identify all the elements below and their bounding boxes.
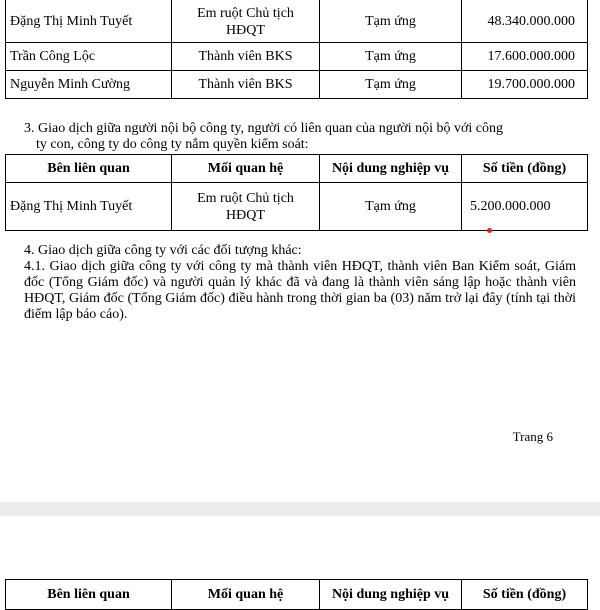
section-4-title: 4. Giao dịch giữa công ty với các đối tượng khác: [24,243,302,258]
related-party-cell: Đặng Thị Minh Tuyết [6,0,172,43]
header-transaction-content: Nội dung nghiệp vụ [320,155,462,183]
relationship-cell: Em ruột Chủ tịch HĐQT [172,183,320,231]
relationship-cell: Em ruột Chủ tịch HĐQT [172,0,320,43]
header-amount: Số tiền (đồng) [462,155,588,183]
related-party-cell: Nguyễn Minh Cường [6,71,172,99]
amount-cell: 48.340.000.000 [462,0,588,43]
header-relationship: Mối quan hệ [172,580,320,610]
table-header-row [6,155,588,183]
relationship-cell: Thành viên BKS [172,43,320,71]
section-3-heading [24,121,576,153]
amount-cell: 17.600.000.000 [462,43,588,71]
table-row [6,43,588,71]
related-party-cell: Đặng Thị Minh Tuyết [6,183,172,231]
section-4-1-paragraph: 4.1. Giao dịch giữa công ty với công ty mà thành viên HĐQT, thành viên Ban Kiểm soát, Giám đốc (Tổng Giám đốc) và người quản lý khác đã và đang là thành viên sáng lập hoặc thành viên HĐQT, Giám đốc (Tổng Giám đốc) điều hành trong thời gian ba (03) năm trở lại đây (tính tại thời điểm lập báo cáo). [24,259,576,322]
header-transaction-content: Nội dung nghiệp vụ [320,580,462,610]
table-row [6,0,588,43]
relationship-cell: Thành viên BKS [172,71,320,99]
red-cursor-mark [487,228,492,233]
transactions-table-continued [5,0,588,99]
related-party-cell: Trần Công Lộc [6,43,172,71]
header-related-party: Bên liên quan [6,155,172,183]
section-3-line-2: ty con, công ty do công ty nắm quyền kiểm soát: [36,137,309,152]
table-row [6,71,588,99]
table-row [6,183,588,231]
section-3-line-1: 3. Giao dịch giữa người nội bộ công ty, người có liên quan của người nội bộ với công [24,121,503,136]
subsidiary-transactions-table [5,154,588,231]
transaction-content-cell: Tạm ứng [320,0,462,43]
transaction-content-cell: Tạm ứng [320,183,462,231]
amount-cell: 5.200.000.000 [462,183,588,231]
header-amount: Số tiền (đồng) [462,580,588,610]
section-4 [24,243,576,323]
page-number: Trang 6 [512,429,553,444]
header-relationship: Mối quan hệ [172,155,320,183]
other-transactions-table [5,579,588,610]
transaction-content-cell: Tạm ứng [320,71,462,99]
table-header-row [6,580,588,610]
amount-cell: 19.700.000.000 [462,71,588,99]
transaction-content-cell: Tạm ứng [320,43,462,71]
header-related-party: Bên liên quan [6,580,172,610]
page-separator [0,502,600,516]
